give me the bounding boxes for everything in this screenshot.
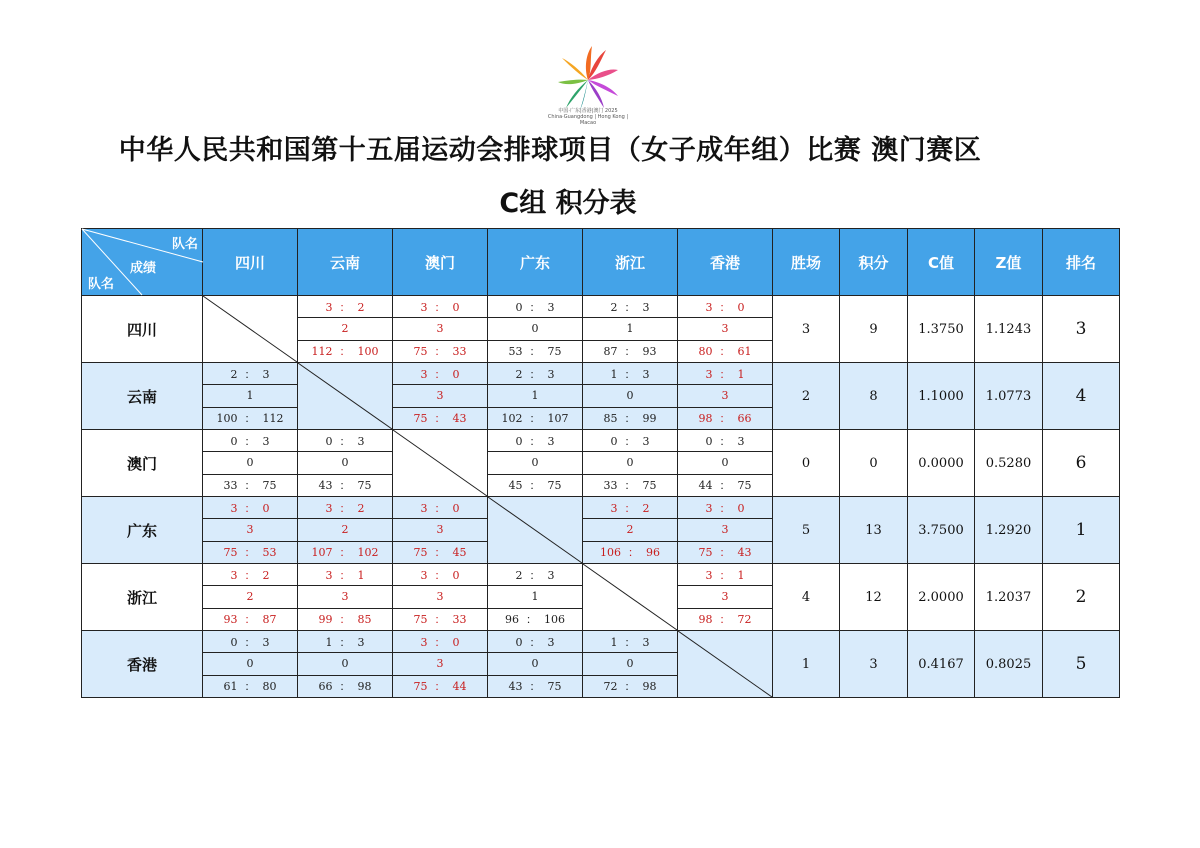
match-points: 0 [583,653,677,675]
z-value: 0.5280 [975,430,1043,497]
set-score: 3 ： 1 [678,363,772,385]
table-row [82,363,1120,430]
c-value: 3.7500 [908,497,975,564]
set-score: 0 ： 3 [583,430,677,452]
corner-label-score: 成绩 [130,261,157,276]
set-score: 3 ： 1 [678,564,772,586]
match-result-cell [678,430,773,497]
col-header: 浙江 [583,229,678,296]
match-result-cell [488,564,583,631]
points-value: 8 [840,363,908,430]
match-points: 0 [488,318,582,340]
match-result [203,631,297,697]
table-row [82,631,1120,698]
total-score: 85 ： 99 [603,412,657,426]
match-result-cell [203,363,298,430]
match-result-cell [583,296,678,363]
total-score: 98 ： 66 [698,412,752,426]
z-value: 1.2920 [975,497,1043,564]
match-result [203,430,297,496]
total-score: 45 ： 75 [508,479,562,493]
match-result-cell [393,497,488,564]
match-points: 3 [393,519,487,541]
set-score: 0 ： 3 [298,430,392,452]
col-header: 香港 [678,229,773,296]
c-value: 0.0000 [908,430,975,497]
diagonal-line [393,430,487,496]
total-score: 99 ： 85 [318,613,372,627]
total-score: 106 ： 96 [600,546,660,560]
col-header-rank: 排名 [1043,229,1120,296]
match-result [393,631,487,697]
match-result-cell [488,631,583,698]
wins-value: 2 [773,363,840,430]
match-points: 3 [393,385,487,407]
col-header-wins: 胜场 [773,229,840,296]
c-value: 0.4167 [908,631,975,698]
c-value: 2.0000 [908,564,975,631]
z-value: 0.8025 [975,631,1043,698]
match-result [393,363,487,429]
match-points: 2 [298,519,392,541]
set-score: 3 ： 0 [678,296,772,318]
match-result [393,564,487,630]
match-result-cell [298,564,393,631]
diagonal-line [298,363,392,429]
match-result-cell [678,564,773,631]
points-value: 13 [840,497,908,564]
corner-label-team-left: 队名 [88,277,115,292]
set-score: 3 ： 0 [393,363,487,385]
match-points: 0 [583,385,677,407]
set-score: 1 ： 3 [583,631,677,653]
total-score: 75 ： 43 [698,546,752,560]
col-header-c-value: C值 [908,229,975,296]
diagonal-line [583,564,677,630]
row-team-name: 云南 [82,363,203,430]
self-match-diagonal-cell [393,430,488,497]
match-points: 0 [488,452,582,474]
wins-value: 1 [773,631,840,698]
set-score: 0 ： 3 [488,430,582,452]
points-value: 9 [840,296,908,363]
match-points: 3 [678,586,772,608]
total-score: 75 ： 33 [413,613,467,627]
match-result-cell [203,430,298,497]
match-points: 3 [393,586,487,608]
match-result-cell [583,430,678,497]
match-points: 2 [203,586,297,608]
match-points: 3 [678,318,772,340]
match-result [678,430,772,496]
set-score: 3 ： 0 [678,497,772,519]
set-score: 1 ： 3 [583,363,677,385]
match-result [488,631,582,697]
rank-value: 6 [1043,430,1120,497]
total-score: 112 ： 100 [311,345,379,359]
col-header: 四川 [203,229,298,296]
diagonal-line [203,296,297,362]
total-score: 75 ： 45 [413,546,467,560]
points-value: 0 [840,430,908,497]
match-result [678,363,772,429]
points-value: 3 [840,631,908,698]
match-result-cell [678,296,773,363]
self-match-diagonal-cell [488,497,583,564]
match-result [583,363,677,429]
row-team-name: 香港 [82,631,203,698]
match-points: 0 [488,653,582,675]
total-score: 75 ： 44 [413,680,467,694]
total-score: 80 ： 61 [698,345,752,359]
total-score: 96 ： 106 [505,613,565,627]
table-row [82,296,1120,363]
match-result-cell [583,631,678,698]
total-score: 53 ： 75 [508,345,562,359]
points-value: 12 [840,564,908,631]
page-title: 中华人民共和国第十五届运动会排球项目（女子成年组）比赛 澳门赛区 [118,135,982,166]
wins-value: 3 [773,296,840,363]
match-result [298,497,392,563]
match-result [583,430,677,496]
match-points: 1 [203,385,297,407]
set-score: 3 ： 0 [393,631,487,653]
total-score: 75 ： 53 [223,546,277,560]
standings-body [82,296,1120,698]
match-result-cell [393,564,488,631]
match-result-cell [678,497,773,564]
diagonal-line [678,631,772,697]
set-score: 3 ： 0 [393,564,487,586]
corner-label-team-top: 队名 [171,237,198,252]
rank-value: 2 [1043,564,1120,631]
set-score: 2 ： 3 [583,296,677,318]
set-score: 3 ： 2 [298,497,392,519]
logo-caption: 中国·广东|香港|澳门 2025 China·Guangdong | Hong Kong | Macao [547,108,629,126]
match-result-cell [298,430,393,497]
total-score: 75 ： 33 [413,345,467,359]
match-result [393,296,487,362]
set-score: 2 ： 3 [488,363,582,385]
row-team-name: 四川 [82,296,203,363]
standings-table [81,228,1120,698]
wins-value: 0 [773,430,840,497]
wins-value: 5 [773,497,840,564]
match-points: 0 [298,653,392,675]
rank-value: 5 [1043,631,1120,698]
diagonal-line [488,497,582,563]
total-score: 87 ： 93 [603,345,657,359]
table-row [82,497,1120,564]
set-score: 0 ： 3 [678,430,772,452]
z-value: 1.0773 [975,363,1043,430]
match-result [298,631,392,697]
total-score: 33 ： 75 [603,479,657,493]
row-team-name: 浙江 [82,564,203,631]
match-result-cell [678,363,773,430]
page-subtitle: C组 积分表 [499,188,637,219]
set-score: 1 ： 3 [298,631,392,653]
total-score: 43 ： 75 [318,479,372,493]
c-value: 1.1000 [908,363,975,430]
total-score: 43 ： 75 [508,680,562,694]
match-result [488,296,582,362]
total-score: 72 ： 98 [603,680,657,694]
match-result [298,564,392,630]
match-points: 1 [583,318,677,340]
match-result [393,497,487,563]
set-score: 3 ： 0 [203,497,297,519]
col-header-z-value: Z值 [975,229,1043,296]
set-score: 3 ： 0 [393,497,487,519]
match-points: 1 [488,586,582,608]
match-points: 3 [393,318,487,340]
z-value: 1.2037 [975,564,1043,631]
match-points: 0 [678,452,772,474]
z-value: 1.1243 [975,296,1043,363]
c-value: 1.3750 [908,296,975,363]
col-header: 广东 [488,229,583,296]
total-score: 61 ： 80 [223,680,277,694]
header-row [82,229,1120,296]
set-score: 0 ： 3 [203,430,297,452]
match-result-cell [203,564,298,631]
match-result [488,564,582,630]
match-result-cell [488,296,583,363]
col-header: 澳门 [393,229,488,296]
match-result-cell [393,631,488,698]
match-points: 3 [298,586,392,608]
match-result [488,430,582,496]
match-result-cell [488,363,583,430]
set-score: 2 ： 3 [488,564,582,586]
total-score: 33 ： 75 [223,479,277,493]
rank-value: 1 [1043,497,1120,564]
match-result-cell [298,497,393,564]
set-score: 3 ： 1 [298,564,392,586]
total-score: 44 ： 75 [698,479,752,493]
set-score: 0 ： 3 [488,631,582,653]
match-result [678,564,772,630]
col-header: 云南 [298,229,393,296]
match-points: 0 [298,452,392,474]
match-result-cell [583,363,678,430]
match-points: 3 [203,519,297,541]
match-result-cell [488,430,583,497]
total-score: 100 ： 112 [216,412,284,426]
match-result [583,296,677,362]
total-score: 98 ： 72 [698,613,752,627]
match-result [583,497,677,563]
total-score: 66 ： 98 [318,680,372,694]
match-points: 0 [583,452,677,474]
match-result [203,564,297,630]
match-points: 2 [298,318,392,340]
total-score: 75 ： 43 [413,412,467,426]
self-match-diagonal-cell [298,363,393,430]
match-points: 3 [393,653,487,675]
self-match-diagonal-cell [583,564,678,631]
match-result-cell [298,296,393,363]
set-score: 3 ： 2 [298,296,392,318]
wins-value: 4 [773,564,840,631]
total-score: 107 ： 102 [311,546,379,560]
set-score: 3 ： 0 [393,296,487,318]
set-score: 0 ： 3 [203,631,297,653]
match-result [678,296,772,362]
corner-header [82,229,203,296]
match-points: 0 [203,452,297,474]
match-result [203,497,297,563]
match-result [298,430,392,496]
rank-value: 4 [1043,363,1120,430]
match-points: 3 [678,519,772,541]
self-match-diagonal-cell [678,631,773,698]
set-score: 2 ： 3 [203,363,297,385]
row-team-name: 澳门 [82,430,203,497]
rank-value: 3 [1043,296,1120,363]
match-result-cell [203,631,298,698]
match-result-cell [393,296,488,363]
match-result [203,363,297,429]
match-result [678,497,772,563]
match-points: 2 [583,519,677,541]
match-points: 1 [488,385,582,407]
col-header-points: 积分 [840,229,908,296]
set-score: 3 ： 2 [203,564,297,586]
match-result-cell [298,631,393,698]
match-result-cell [583,497,678,564]
match-result [298,296,392,362]
match-points: 0 [203,653,297,675]
match-result-cell [393,363,488,430]
row-team-name: 广东 [82,497,203,564]
set-score: 0 ： 3 [488,296,582,318]
total-score: 102 ： 107 [501,412,569,426]
match-result [488,363,582,429]
table-row [82,430,1120,497]
self-match-diagonal-cell [203,296,298,363]
total-score: 93 ： 87 [223,613,277,627]
set-score: 3 ： 2 [583,497,677,519]
match-points: 3 [678,385,772,407]
match-result [583,631,677,697]
table-row [82,564,1120,631]
match-result-cell [203,497,298,564]
